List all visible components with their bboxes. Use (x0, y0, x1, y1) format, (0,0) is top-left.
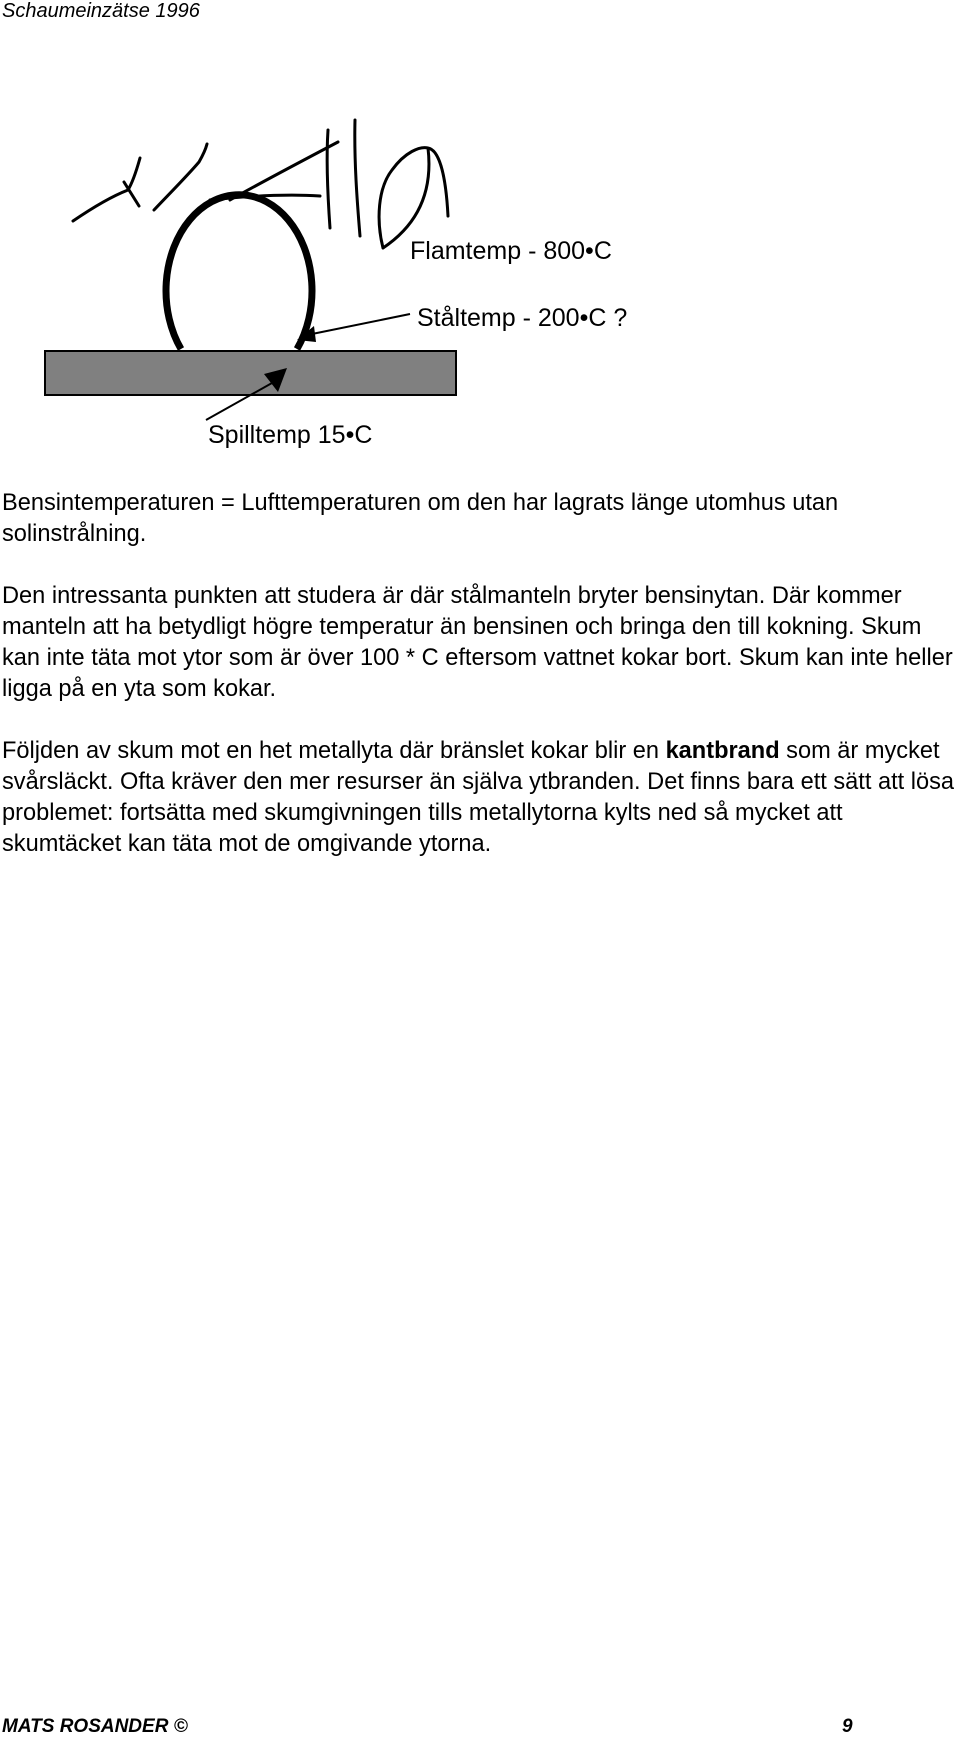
fuel-surface-plate (45, 351, 456, 395)
spill-temp-label: Spilltemp 15•C (208, 421, 373, 449)
kantbrand-term: kantbrand (665, 738, 780, 764)
paragraph-edge-fire-start: Följden av skum mot en het metallyta där bränslet kokar blir en (2, 738, 666, 764)
paragraph-edge-fire-end: som är mycket svårsläckt. Ofta kräver den mer resurser än själva ytbranden. Det finns bara ett sätt att lösa problemet: fortsätta med skumgivningen tills metallytorna kylts ned så mycket att skumtäcket kan täta mot de omgivande ytorna. (2, 738, 955, 857)
footer-author: MATS ROSANDER © (2, 1716, 188, 1737)
page-number: 9 (842, 1716, 853, 1737)
paragraph-steel-mantle: Den intressanta punkten att studera är där stålmanteln bryter bensinytan. Där kommer manteln att ha betydligt högre temperatur än bensinen och bringa den till kokning. Skum kan inte täta mot ytor som är över 100 * C eftersom vattnet kokar bort. Skum kan inte heller ligga på en yta som kokar. (2, 583, 953, 702)
tank-shell (166, 195, 312, 349)
page-header-title: Schaumeinzätse 1996 (2, 0, 200, 22)
steel-temp-pointer (312, 314, 410, 334)
paragraph-edge-fire (2, 736, 958, 860)
body-text (2, 488, 958, 860)
flame-temp-label: Flamtemp - 800•C (410, 237, 612, 265)
flame-strokes (73, 120, 448, 248)
steel-temp-label: Ståltemp - 200•C ? (417, 304, 628, 332)
paragraph-fuel-temperature: Bensintemperaturen = Lufttemperaturen om den har lagrats länge utomhus utan solinstrålning. (2, 490, 839, 547)
